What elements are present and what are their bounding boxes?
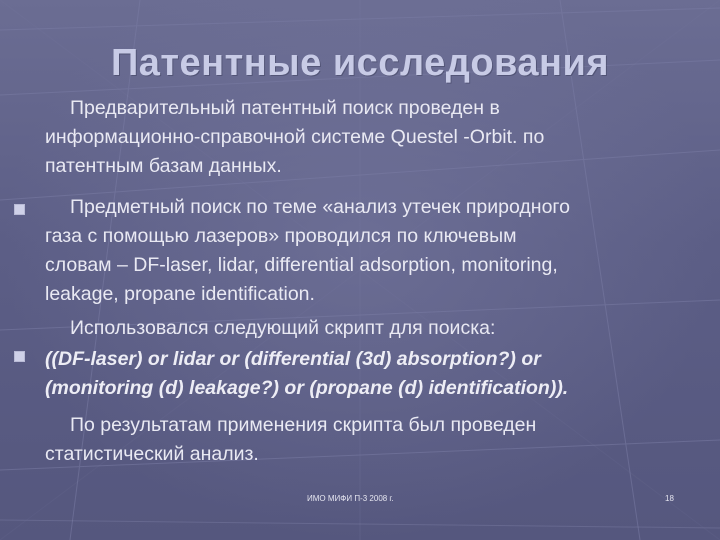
text-line: патентным базам данных.: [45, 155, 282, 177]
text-line: статистический анализ.: [45, 443, 259, 465]
text-line: Использовался следующий скрипт для поиска:: [70, 317, 496, 339]
paragraph-search-system: [45, 94, 700, 181]
paragraph-keywords: [45, 193, 700, 309]
text-line: информационно-справочной системе Questel -Orbit. по: [45, 126, 545, 148]
footer-org: ИМО МИФИ П-3 2008 г.: [307, 494, 394, 503]
text-line: По результатам применения скрипта был проведен: [70, 414, 537, 436]
text-line: словам – DF-laser, lidar, differential adsorption, monitoring,: [45, 254, 558, 276]
text-line: ((DF-laser) or lidar or (differential (3d) absorption?) or: [45, 348, 541, 370]
text-line: Предметный поиск по теме «анализ утечек природного: [70, 196, 570, 218]
paragraph-script-intro: [45, 314, 700, 343]
bullet-icon: [14, 351, 25, 362]
text-line: газа с помощью лазеров» проводился по ключевым: [45, 225, 517, 247]
paragraph-analysis: [45, 411, 700, 469]
text-line: (monitoring (d) leakage?) or (propane (d) identification)).: [45, 377, 569, 399]
page-number: 18: [665, 494, 674, 503]
paragraph-search-script: [45, 345, 700, 403]
slide-title: Патентные исследования: [110, 42, 610, 84]
text-line: Предварительный патентный поиск проведен в: [70, 97, 500, 119]
bullet-icon: [14, 204, 25, 215]
text-line: leakage, propane identification.: [45, 283, 315, 305]
